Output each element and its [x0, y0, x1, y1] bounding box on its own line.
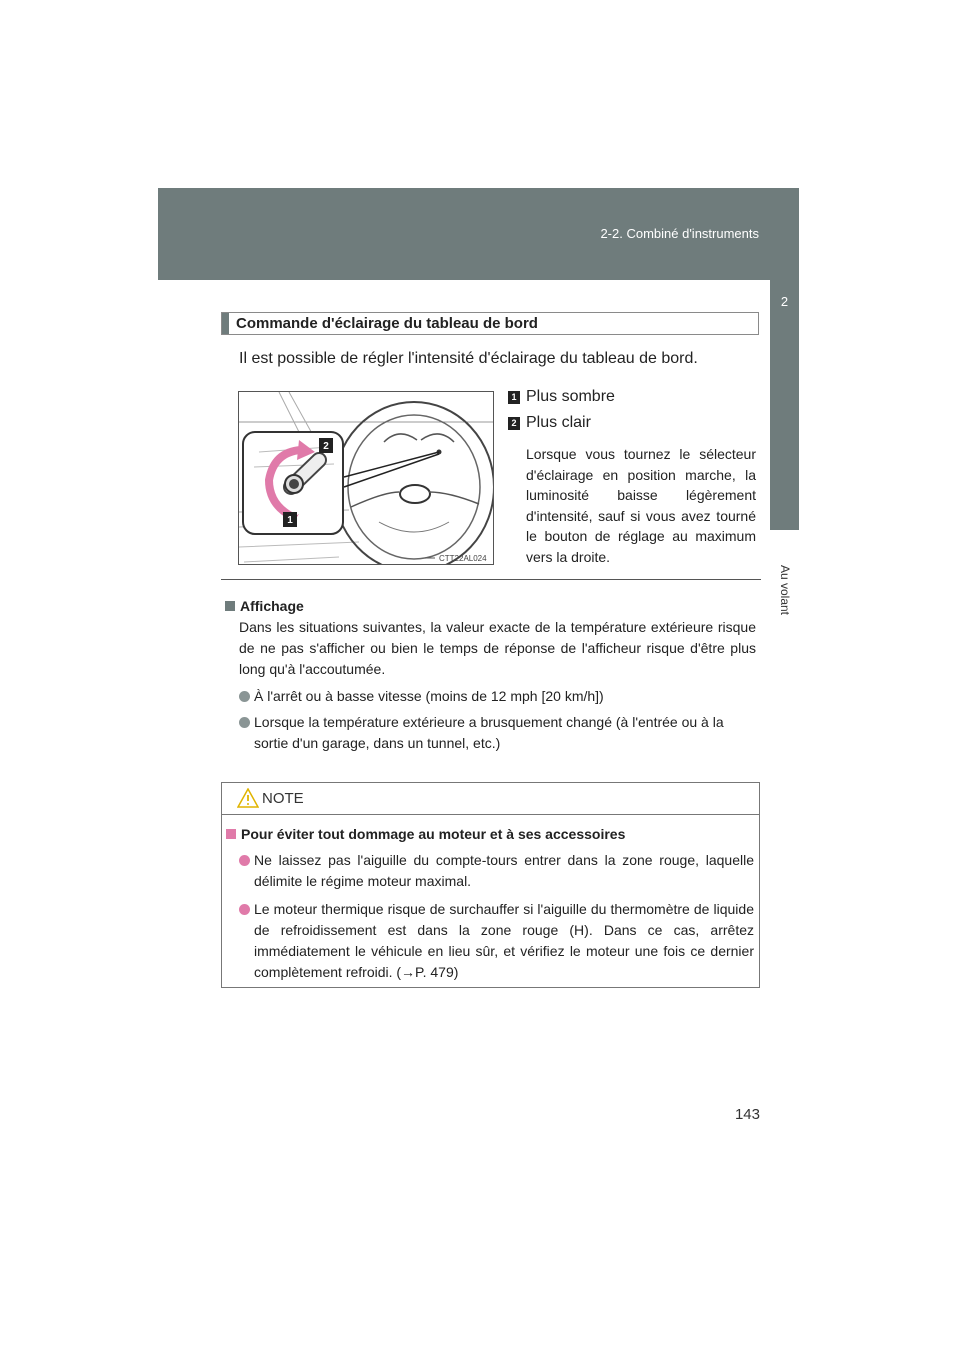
warning-triangle-icon — [237, 788, 259, 808]
info-heading: Affichage — [240, 598, 304, 614]
note-heading-row — [226, 824, 754, 845]
legend-note: Lorsque vous tournez le sélecteur d'éclairage en position marche, la luminosité baisse légèrement d'intensité, sauf si vous avez tourné le bouton de réglage au maximum vers la droite. — [526, 446, 756, 565]
page-header — [158, 188, 799, 280]
chapter-label: Au volant — [777, 564, 792, 616]
circle-bullet-icon — [239, 855, 250, 866]
legend-label-darker: Plus sombre — [526, 388, 615, 405]
info-bullet-1 — [239, 686, 756, 707]
chapter-label-wrapper — [770, 545, 799, 635]
info-bullet-2 — [239, 712, 756, 754]
section-divider — [221, 579, 761, 580]
chapter-number: 2 — [780, 294, 789, 309]
dashboard-illustration — [238, 391, 494, 565]
section-title: Commande d'éclairage du tableau de bord — [236, 315, 538, 332]
legend-number-2: 2 — [508, 417, 520, 430]
legend-number-1: 1 — [508, 391, 520, 404]
note-bullet-text-1: Ne laissez pas l'aiguille du compte-tours entrer dans la zone rouge, laquelle délimite le régime moteur maximal. — [254, 852, 754, 889]
page-number: 143 — [734, 1106, 760, 1123]
square-bullet-icon — [225, 601, 235, 611]
dashboard-drawing — [239, 392, 494, 565]
header-section-title: 2-2. Combiné d'instruments — [600, 226, 759, 241]
legend-item-darker — [508, 388, 615, 406]
info-heading-row — [225, 596, 756, 617]
note-bullet-text-2: Le moteur thermique risque de surchauffer si l'aiguille du thermomètre de liquide de refroidissement est dans la zone rouge (H). Dans ce cas, arrêtez immédiatement le véhicule en lieu sûr, et vérifiez le moteur une fois ce dernier complètement refroidi. (→P. 479) — [254, 901, 754, 980]
circle-bullet-icon — [239, 904, 250, 915]
figure-callout-1: 1 — [287, 515, 293, 526]
legend-label-brighter: Plus clair — [526, 414, 591, 431]
info-bullet-text-2: Lorsque la température extérieure a brusquement changé (à l'entrée ou à la sortie d'un garage, dans un tunnel, etc.) — [254, 714, 724, 751]
note-bullet-2 — [239, 899, 754, 983]
section-title-box — [221, 312, 759, 335]
info-paragraph: Dans les situations suivantes, la valeur exacte de la température extérieure risque de ne pas s'afficher ou bien le temps de réponse de l'afficheur risque d'être plus long qu'à l'accoutumée. — [239, 619, 756, 677]
note-heading: Pour éviter tout dommage au moteur et à ses accessoires — [241, 826, 626, 842]
circle-bullet-icon — [239, 691, 250, 702]
square-bullet-icon — [226, 829, 236, 839]
figure-callout-2: 2 — [323, 441, 329, 452]
figure-code: CTT22AL024 — [439, 554, 487, 563]
intro-text: Il est possible de régler l'intensité d'éclairage du tableau de bord. — [239, 350, 698, 367]
chapter-tab — [770, 280, 799, 530]
note-bullet-1 — [239, 850, 754, 892]
legend-item-brighter — [508, 414, 591, 432]
circle-bullet-icon — [239, 717, 250, 728]
info-bullet-text-1: À l'arrêt ou à basse vitesse (moins de 12 mph [20 km/h]) — [254, 688, 604, 704]
note-label: NOTE — [262, 790, 304, 807]
note-header — [222, 783, 759, 815]
note-box — [221, 782, 760, 988]
